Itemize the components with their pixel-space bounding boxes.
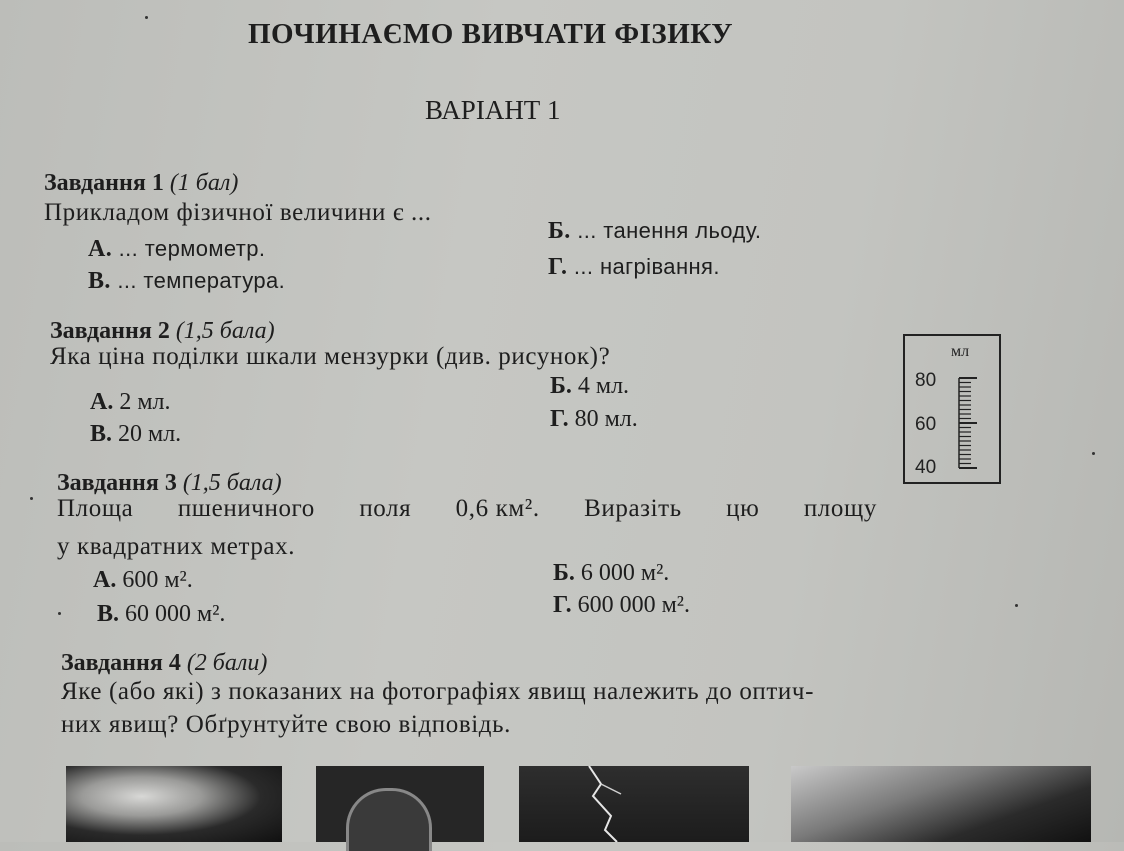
task-3-heading <box>57 470 282 497</box>
question-word: поля <box>359 495 412 522</box>
option-letter: Б. <box>550 373 572 399</box>
option-letter: В. <box>97 601 120 627</box>
task-4-question-line-1: Яке (або які) з показаних на фотографіях явищ належить до оптич- <box>61 678 815 705</box>
option-text: ... термометр. <box>118 236 266 261</box>
beaker-unit-label: мл <box>951 343 970 360</box>
question-word: 0,6 км². <box>455 495 540 522</box>
option-letter: А. <box>88 236 113 262</box>
lightning-bolt-icon <box>519 766 749 842</box>
task-1-points: (1 бал) <box>169 170 239 196</box>
task-2-question: Яка ціна поділки шкали мензурки (див. рисунок)? <box>50 343 611 370</box>
task-1-title: Завдання 1 <box>44 170 164 196</box>
option-letter: А. <box>90 389 114 415</box>
task-1-option-c <box>88 268 285 295</box>
question-word: Площа <box>57 495 134 522</box>
task-2-heading <box>50 318 275 345</box>
option-letter: В. <box>88 268 111 294</box>
beaker-scale-drawing <box>905 336 999 482</box>
print-speck <box>1092 452 1095 455</box>
task-2-option-b <box>550 373 629 400</box>
task-1-option-b <box>548 218 761 245</box>
task-3-question-line-2: у квадратних метрах. <box>57 533 296 560</box>
page-title: ПОЧИНАЄМО ВИВЧАТИ ФІЗИКУ <box>248 18 733 50</box>
question-word: Виразіть <box>584 495 682 522</box>
option-text: 20 мл. <box>118 421 182 447</box>
task-4-heading <box>61 650 267 677</box>
beaker-label-40: 40 <box>915 457 937 478</box>
task-2-title: Завдання 2 <box>50 318 170 344</box>
task-3-option-a <box>93 567 193 594</box>
task-1-option-a <box>88 236 265 263</box>
print-speck <box>1015 604 1018 607</box>
question-word: цю <box>726 495 760 522</box>
option-text: ... нагрівання. <box>573 254 720 279</box>
task-2-points: (1,5 бала) <box>175 318 275 344</box>
option-text: 600 м². <box>122 567 193 593</box>
task-2-option-d <box>550 406 638 433</box>
task-1-question: Прикладом фізичної величини є ... <box>44 199 432 226</box>
option-letter: В. <box>90 421 113 447</box>
beaker-scale-figure <box>903 334 1001 484</box>
beaker-scale-ticks <box>959 378 977 468</box>
print-speck <box>145 16 148 19</box>
photo-lightning <box>519 766 749 842</box>
option-text: 6 000 м². <box>580 560 670 586</box>
option-text: ... танення льоду. <box>577 218 762 243</box>
question-word: пшеничного <box>177 495 315 522</box>
question-word: площу <box>803 495 877 522</box>
beaker-label-60: 60 <box>915 414 937 435</box>
beaker-label-80: 80 <box>915 370 937 391</box>
task-3-option-d <box>553 592 690 619</box>
option-letter: А. <box>93 567 117 593</box>
option-letter: Б. <box>553 560 575 586</box>
option-letter: Г. <box>550 406 569 432</box>
task-1-heading <box>44 170 238 197</box>
task-3-option-b <box>553 560 669 587</box>
task-2-option-c <box>90 421 181 448</box>
option-text: 4 мл. <box>577 373 630 399</box>
task-3-title: Завдання 3 <box>57 470 177 496</box>
photo-2 <box>316 766 484 842</box>
option-letter: Г. <box>553 592 572 618</box>
option-text: 600 000 м². <box>577 592 690 618</box>
task-1-option-d <box>548 254 720 281</box>
task-4-question-line-2: них явищ? Обґрунтуйте свою відповідь. <box>61 711 511 738</box>
photo-1 <box>66 766 282 842</box>
task-3-points: (1,5 бала) <box>182 470 282 496</box>
option-text: 80 мл. <box>574 406 638 432</box>
task-3-option-c <box>97 601 225 628</box>
task-4-points: (2 бали) <box>186 650 268 676</box>
variant-label: ВАРІАНТ 1 <box>425 95 561 125</box>
option-letter: Г. <box>548 254 568 280</box>
task-3-question-line-1 <box>57 495 877 523</box>
option-text: 2 мл. <box>119 389 171 415</box>
photo-4 <box>791 766 1091 842</box>
task-4-title: Завдання 4 <box>61 650 181 676</box>
option-text: ... температура. <box>117 268 286 293</box>
option-letter: Б. <box>548 218 571 244</box>
option-text: 60 000 м². <box>125 601 226 627</box>
print-speck <box>58 612 61 615</box>
task-2-option-a <box>90 389 171 416</box>
print-speck <box>30 497 33 500</box>
